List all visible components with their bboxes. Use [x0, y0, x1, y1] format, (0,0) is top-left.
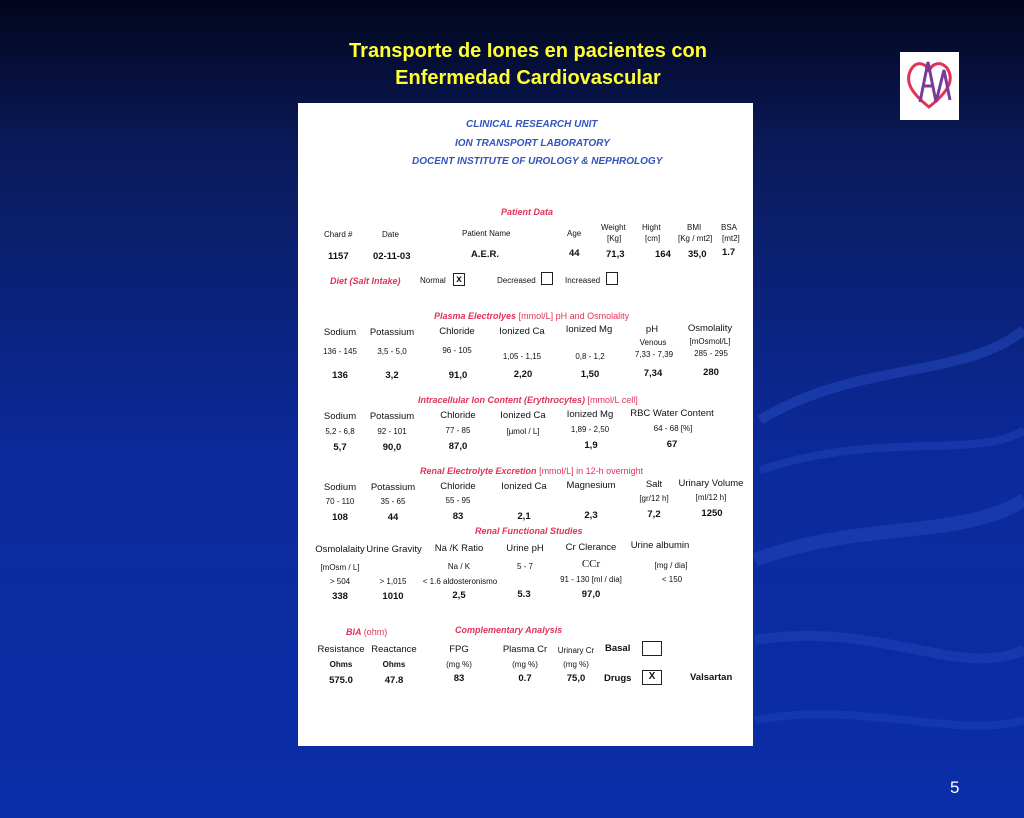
plasma-chloride-range: 96 - 105 [442, 346, 472, 355]
plasma-cr-label: Plasma Cr [502, 644, 548, 655]
plasma-ionized-ca-value: 2,20 [513, 369, 533, 380]
plasma-osmolality-range: 285 - 295 [694, 349, 728, 358]
intracellular-rbc-water-label: RBC Water Content [630, 408, 714, 419]
renal-potassium-label: Potassium [370, 482, 416, 493]
plasma-ionized-ca-range: 1,05 - 1,15 [502, 352, 542, 361]
intracellular-chloride-label: Chloride [440, 410, 476, 421]
intracellular-title-text: Intracellular Ion Content (Erythrocytes) [418, 395, 586, 405]
plasma-cr-unit: (mg %) [512, 660, 538, 669]
renal-excretion-title [420, 466, 643, 476]
diet-decreased-checkbox[interactable] [541, 272, 553, 285]
hight-unit: [cm] [645, 234, 661, 243]
diet-title: Diet (Salt Intake) [330, 276, 401, 286]
hight-label: Hight [642, 223, 661, 232]
resistance-label: Resistance [317, 644, 365, 655]
fpg-value: 83 [453, 673, 465, 684]
renal-magnesium-value: 2,3 [584, 510, 598, 521]
plasma-osmolality-label: Osmolality [687, 323, 733, 334]
plasma-ionized-ca-label: Ionized Ca [499, 326, 545, 337]
urine-albumin-unit: [mg / dia] [654, 561, 688, 570]
basal-label: Basal [605, 643, 631, 654]
diet-normal-label: Normal [420, 276, 446, 285]
resistance-value: 575.0 [329, 675, 353, 686]
intracellular-rbc-water-range: 64 - 68 [%] [653, 424, 693, 433]
plasma-sodium-label: Sodium [323, 327, 357, 338]
bmi-label: BMI [687, 223, 702, 232]
intracellular-sodium-value: 5,7 [333, 442, 347, 453]
hight-value: 164 [655, 249, 671, 260]
bsa-unit: [mt2] [722, 234, 740, 243]
urine-ph-value: 5.3 [517, 589, 531, 600]
fpg-unit: (mg %) [446, 660, 472, 669]
renal-magnesium-label: Magnesium [566, 480, 616, 491]
cr-clerance-label: Cr Clerance [565, 542, 617, 553]
slide-title [0, 38, 1024, 92]
na-k-ratio-range: < 1.6 aldosteronismo [422, 577, 498, 586]
renal-urinary-volume-value: 1250 [701, 508, 723, 519]
intracellular-potassium-range: 92 - 101 [377, 427, 407, 436]
drugs-checkbox[interactable]: X [642, 670, 662, 685]
renal-potassium-value: 44 [387, 512, 399, 523]
intracellular-sodium-range: 5,2 - 6,8 [325, 427, 355, 436]
plasma-potassium-label: Potassium [369, 327, 415, 338]
renal-ionized-ca-label: Ionized Ca [501, 481, 547, 492]
intracellular-ionized-ca-label: Ionized Ca [500, 410, 546, 421]
plasma-sodium-value: 136 [332, 370, 348, 381]
plasma-cr-value: 0.7 [518, 673, 532, 684]
osmolality-label: Osmolalaity [315, 544, 365, 555]
patient-name-label: Patient Name [462, 229, 511, 238]
patient-data-title: Patient Data [501, 207, 554, 217]
intracellular-ionized-mg-label: Ionized Mg [566, 409, 614, 420]
intracellular-title [418, 395, 638, 405]
renal-ionized-ca-value: 2,1 [517, 511, 531, 522]
urine-albumin-range: < 150 [661, 575, 683, 584]
reactance-label: Reactance [371, 644, 417, 655]
heart-logo-icon [900, 52, 959, 120]
weight-unit: [Kg] [607, 234, 622, 243]
plasma-ph-sublabel: Venous [639, 338, 667, 347]
plasma-potassium-range: 3,5 - 5,0 [377, 347, 407, 356]
plasma-osmolality-unit: [mOsmol/L] [689, 337, 731, 346]
renal-urinary-volume-label: Urinary Volume [678, 478, 744, 489]
intracellular-sodium-label: Sodium [323, 411, 357, 422]
age-value: 44 [569, 248, 580, 259]
patient-name-value: A.E.R. [471, 249, 499, 260]
osmolality-value: 338 [332, 591, 348, 602]
reactance-unit: Ohms [382, 660, 406, 669]
renal-salt-value: 7,2 [647, 509, 661, 520]
header-line-3: DOCENT INSTITUTE OF UROLOGY & NEPHROLOGY [412, 156, 663, 167]
urine-gravity-range: > 1,015 [379, 577, 407, 586]
diet-decreased-label: Decreased [497, 276, 536, 285]
intracellular-chloride-value: 87,0 [448, 441, 468, 452]
renal-functional-title: Renal Functional Studies [475, 526, 583, 536]
renal-excretion-title-text: Renal Electrolyte Excretion [420, 466, 537, 476]
diet-increased-label: Increased [565, 276, 601, 285]
intracellular-potassium-label: Potassium [369, 411, 415, 422]
urine-albumin-label: Urine albumin [630, 540, 690, 551]
slide-title-line1: Transporte de Iones en pacientes con [349, 40, 707, 62]
resistance-unit: Ohms [329, 660, 353, 669]
urine-ph-range: 5 - 7 [516, 562, 534, 571]
intracellular-chloride-range: 77 - 85 [445, 426, 471, 435]
osmolality-range: > 504 [329, 577, 351, 586]
renal-chloride-range: 55 - 95 [445, 496, 471, 505]
diet-normal-checkbox[interactable]: x [453, 273, 465, 286]
age-label: Age [567, 229, 582, 238]
plasma-subtitle: [mmol/L] pH and Osmolality [518, 311, 630, 321]
lab-report-document [298, 103, 753, 746]
renal-chloride-label: Chloride [440, 481, 476, 492]
plasma-title-text: Plasma Electrolyes [434, 311, 517, 321]
complementary-title: Complementary Analysis [455, 625, 563, 635]
na-k-ratio-label: Na /K Ratio [434, 543, 484, 554]
plasma-ph-range: 7,33 - 7,39 [634, 350, 674, 359]
plasma-ionized-mg-label: Ionized Mg [565, 324, 613, 335]
na-k-ratio-unit: Na / K [447, 562, 471, 571]
fpg-label: FPG [449, 644, 469, 655]
intracellular-ionized-mg-value: 1,9 [584, 440, 598, 451]
bia-title-text: BIA [346, 627, 362, 637]
page-number: 5 [950, 778, 960, 797]
weight-value: 71,3 [606, 249, 625, 260]
bia-title [346, 627, 387, 637]
renal-chloride-value: 83 [452, 511, 464, 522]
reactance-value: 47.8 [384, 675, 404, 686]
intracellular-ionized-mg-range: 1,89 - 2,50 [570, 425, 610, 434]
plasma-ph-label: pH [645, 324, 659, 335]
plasma-ionized-mg-value: 1,50 [580, 369, 600, 380]
bmi-value: 35,0 [688, 249, 707, 260]
header-line-2: ION TRANSPORT LABORATORY [455, 138, 610, 149]
cr-clerance-range: 91 - 130 [ml / dia] [560, 575, 622, 584]
bsa-label: BSA [721, 223, 738, 232]
cr-clerance-value: 97,0 [581, 589, 601, 600]
urinary-cr-label: Urinary Cr [557, 646, 595, 655]
urine-gravity-value: 1010 [382, 591, 404, 602]
renal-sodium-value: 108 [332, 512, 348, 523]
bmi-unit: [Kg / mt2] [678, 234, 713, 243]
renal-sodium-range: 70 - 110 [325, 497, 355, 506]
slide-title-line2: Enfermedad Cardiovascular [395, 67, 661, 89]
drug-name: Valsartan [690, 672, 733, 683]
plasma-chloride-value: 91,0 [448, 370, 468, 381]
drugs-label: Drugs [604, 673, 632, 684]
urinary-cr-unit: (mg %) [563, 660, 589, 669]
bsa-value: 1.7 [722, 247, 736, 258]
na-k-ratio-value: 2,5 [452, 590, 466, 601]
urinary-cr-value: 75,0 [566, 673, 586, 684]
chard-label: Chard # [324, 230, 353, 239]
intracellular-potassium-value: 90,0 [382, 442, 402, 453]
diet-increased-checkbox[interactable] [606, 272, 618, 285]
osmolality-unit: [mOsm / L] [320, 563, 360, 572]
ccr-symbol: CCr [581, 558, 601, 570]
header-line-1: CLINICAL RESEARCH UNIT [466, 119, 598, 130]
plasma-chloride-label: Chloride [439, 326, 475, 337]
date-label: Date [382, 230, 399, 239]
renal-potassium-range: 35 - 65 [380, 497, 406, 506]
basal-checkbox[interactable] [642, 641, 662, 656]
intracellular-subtitle: [mmol/L cell] [587, 395, 638, 405]
intracellular-rbc-water-value: 67 [666, 439, 678, 450]
renal-salt-unit: [gr/12 h] [639, 494, 669, 503]
plasma-title [434, 311, 629, 321]
renal-salt-label: Salt [645, 479, 663, 490]
intracellular-ionized-ca-unit: [µmol / L] [506, 427, 540, 436]
plasma-sodium-range: 136 - 145 [323, 347, 357, 356]
urine-gravity-label: Urine Gravity [366, 544, 422, 555]
date-value: 02-11-03 [373, 251, 411, 262]
renal-sodium-label: Sodium [323, 482, 357, 493]
plasma-osmolality-value: 280 [703, 367, 719, 378]
bia-unit: (ohm) [363, 627, 388, 637]
chard-value: 1157 [328, 251, 349, 262]
renal-excretion-subtitle: [mmol/L] in 12-h overnight [539, 466, 644, 476]
renal-urinary-volume-unit: [ml/12 h] [695, 493, 727, 502]
plasma-ionized-mg-range: 0,8 - 1,2 [575, 352, 605, 361]
urine-ph-label: Urine pH [506, 543, 544, 554]
plasma-ph-value: 7,34 [643, 368, 663, 379]
plasma-potassium-value: 3,2 [385, 370, 399, 381]
weight-label: Weight [601, 223, 626, 232]
